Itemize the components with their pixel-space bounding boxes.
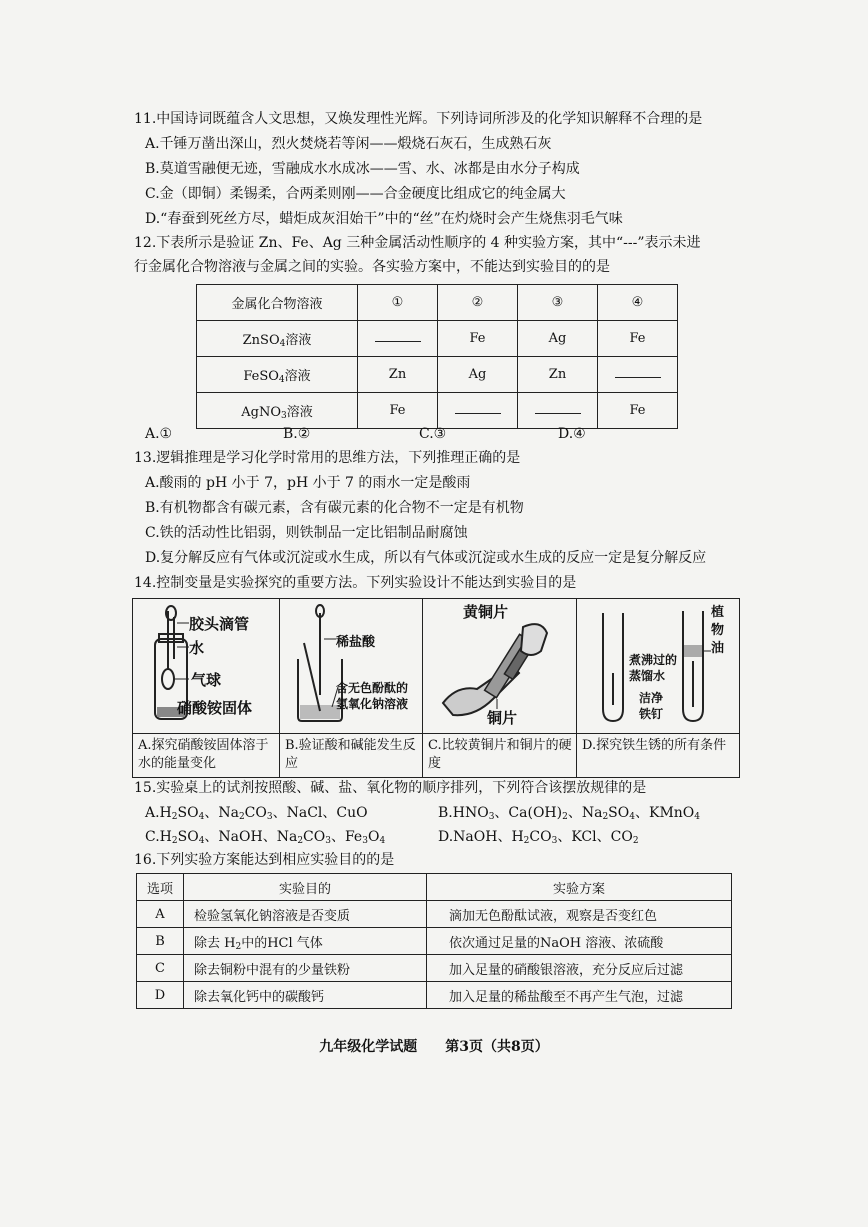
q13-option-c: C.铁的活动性比铝弱，则铁制品一定比铝制品耐腐蚀 xyxy=(145,525,468,541)
header-cell: 实验目的 xyxy=(184,874,427,901)
label-brass-sheet: 黄铜片 xyxy=(463,603,509,621)
q11-option-c: C.金（即铜）柔锡柔，合两柔则刚——合金硬度比组成它的纯金属大 xyxy=(145,186,566,202)
goal-cell: 除去氧化钙中的碳酸钙 xyxy=(184,982,427,1009)
label-clean: 洁净 xyxy=(639,691,664,705)
header-cell: ③ xyxy=(518,285,598,321)
label-plant-oil-1: 植 xyxy=(711,605,725,620)
blank-mark xyxy=(455,403,501,414)
plan-cell: 加入足量的硝酸银溶液，充分反应后过滤 xyxy=(427,955,732,982)
q16-table xyxy=(136,873,732,1009)
panel-d xyxy=(577,599,739,777)
q14-figure xyxy=(132,598,740,778)
solution-cell: AgNO$_3$溶液 xyxy=(197,393,358,429)
label-plant-oil-3: 油 xyxy=(711,641,725,656)
header-cell: ① xyxy=(358,285,438,321)
q12-option-b: B.② xyxy=(283,426,311,442)
table-row xyxy=(197,393,678,429)
table-cell xyxy=(438,393,518,429)
label-ammonium-nitrate: 硝酸铵固体 xyxy=(177,699,253,717)
caption-c: C.比较黄铜片和铜片的硬度 xyxy=(423,733,576,777)
option-cell: B xyxy=(137,928,184,955)
table-cell: Zn xyxy=(358,357,438,393)
footer-subject: 九年级化学试题 xyxy=(319,1039,418,1055)
caption-d: D.探究铁生锈的所有条件 xyxy=(577,733,739,777)
table-row xyxy=(137,928,732,955)
table-cell: Zn xyxy=(518,357,598,393)
table-cell: Fe xyxy=(598,321,678,357)
label-boiled: 煮沸过的 xyxy=(629,653,678,667)
label-distilled-water: 蒸馏水 xyxy=(629,669,666,683)
q15-option-a: $A.H_2SO_4$、$Na_2CO_3$、NaCl、CuO xyxy=(145,805,368,822)
blank-mark xyxy=(615,367,661,378)
label-hydrochloric-acid: 稀盐酸 xyxy=(336,635,376,650)
table-row xyxy=(197,357,678,393)
q13-stem: 13.逻辑推理是学习化学时常用的思维方法，下列推理正确的是 xyxy=(134,450,521,466)
q11-option-a: A.千锤万凿出深山，烈火焚烧若等闲——煅烧石灰石，生成熟石灰 xyxy=(145,136,552,152)
q12-stem-line2: 行金属化合物溶液与金属之间的实验。各实验方案中，不能达到实验目的的是 xyxy=(134,259,610,275)
q13-option-d: D.复分解反应有气体或沉淀或水生成，所以有气体或沉淀或水生成的反应一定是复分解反应 xyxy=(145,550,707,566)
plan-cell: 加入足量的稀盐酸至不再产生气泡，过滤 xyxy=(427,982,732,1009)
option-cell: D xyxy=(137,982,184,1009)
caption-a: A.探究硝酸铵固体溶于水的能量变化 xyxy=(133,733,279,777)
q15-option-b: $B.HNO_3$、$Ca(OH)_2$、$Na_2SO_4$、KMnO$_4$ xyxy=(438,805,701,822)
table-header-row xyxy=(137,874,732,901)
label-iron-nail: 铁钉 xyxy=(639,707,664,721)
table-cell: Fe xyxy=(598,393,678,429)
table-row xyxy=(137,955,732,982)
blank-mark xyxy=(375,331,421,342)
plan-cell: 滴加无色酚酞试液，观察是否变红色 xyxy=(427,901,732,928)
q12-stem-line1: 12.下表所示是验证 Zn、Fe、Ag 三种金属活动性顺序的 4 种实验方案，其中“---”表示未进 xyxy=(134,235,701,251)
q11-option-d: D.“春蚕到死丝方尽，蜡炬成灰泪始干”中的“丝”在灼烧时会产生烧焦羽毛气味 xyxy=(145,211,623,227)
table-row xyxy=(137,982,732,1009)
q11-option-b: B.莫道雪融便无迹，雪融成水水成冰——雪、水、冰都是由水分子构成 xyxy=(145,161,580,177)
label-balloon: 气球 xyxy=(191,671,222,689)
q13-option-a: A.酸雨的 pH 小于 7，pH 小于 7 的雨水一定是酸雨 xyxy=(145,475,471,491)
table-cell xyxy=(518,393,598,429)
goal-cell: 检验氢氧化钠溶液是否变质 xyxy=(184,901,427,928)
label-dropper: 胶头滴管 xyxy=(189,615,250,633)
q11-stem: 11.中国诗词既蕴含人文思想，又焕发理性光辉。下列诗词所涉及的化学知识解释不合理的是 xyxy=(134,111,703,127)
page-footer xyxy=(0,1036,868,1056)
solution-cell: FeSO$_4$溶液 xyxy=(197,357,358,393)
label-naoh-solution: 氢氧化钠溶液 xyxy=(336,697,409,711)
panel-b xyxy=(280,599,423,777)
label-water: 水 xyxy=(189,639,205,657)
blank-mark xyxy=(535,403,581,414)
footer-page-number: 第3页（共8页） xyxy=(445,1039,549,1055)
q16-stem: 16.下列实验方案能达到相应实验目的的是 xyxy=(134,852,395,868)
label-plant-oil-2: 物 xyxy=(711,623,725,638)
panel-a xyxy=(133,599,280,777)
table-row xyxy=(137,901,732,928)
q12-option-a: A.① xyxy=(145,426,173,442)
caption-b: B.验证酸和碱能发生反应 xyxy=(280,733,422,777)
q12-option-d: D.④ xyxy=(558,426,586,442)
q13-option-b: B.有机物都含有碳元素，含有碳元素的化合物不一定是有机物 xyxy=(145,500,524,516)
table-row xyxy=(197,321,678,357)
q15-option-c: $C.H_2SO_4$、NaOH、$Na_2CO_3$、$Fe_3O_4$ xyxy=(145,829,386,846)
table-cell: Ag xyxy=(438,357,518,393)
table-cell xyxy=(598,357,678,393)
option-cell: A xyxy=(137,901,184,928)
header-cell: 选项 xyxy=(137,874,184,901)
apparatus-b-drawing xyxy=(280,599,423,733)
panel-c xyxy=(423,599,577,777)
q12-option-c: C.③ xyxy=(419,426,447,442)
header-cell: 实验方案 xyxy=(427,874,732,901)
header-cell: 金属化合物溶液 xyxy=(197,285,358,321)
q12-table xyxy=(196,284,678,429)
solution-cell: ZnSO$_4$溶液 xyxy=(197,321,358,357)
header-cell: ④ xyxy=(598,285,678,321)
label-copper-sheet: 铜片 xyxy=(487,709,518,727)
table-cell: Fe xyxy=(438,321,518,357)
option-cell: C xyxy=(137,955,184,982)
goal-cell: 除去铜粉中混有的少量铁粉 xyxy=(184,955,427,982)
table-cell: Ag xyxy=(518,321,598,357)
table-header-row xyxy=(197,285,678,321)
table-cell xyxy=(358,321,438,357)
q15-option-d: D.NaOH、$H_2CO_3$、KCl、$CO_2$ xyxy=(438,829,639,846)
label-phenolphthalein: 含无色酚酞的 xyxy=(336,681,409,695)
header-cell: ② xyxy=(438,285,518,321)
goal-cell: 除去 $H_2$中的HCl 气体 xyxy=(184,928,427,955)
q14-stem: 14.控制变量是实验探究的重要方法。下列实验设计不能达到实验目的是 xyxy=(134,575,577,591)
table-cell: Fe xyxy=(358,393,438,429)
q15-stem: 15.实验桌上的试剂按照酸、碱、盐、氧化物的顺序排列，下列符合该摆放规律的是 xyxy=(134,780,647,796)
plan-cell: 依次通过足量的NaOH 溶液、浓硫酸 xyxy=(427,928,732,955)
